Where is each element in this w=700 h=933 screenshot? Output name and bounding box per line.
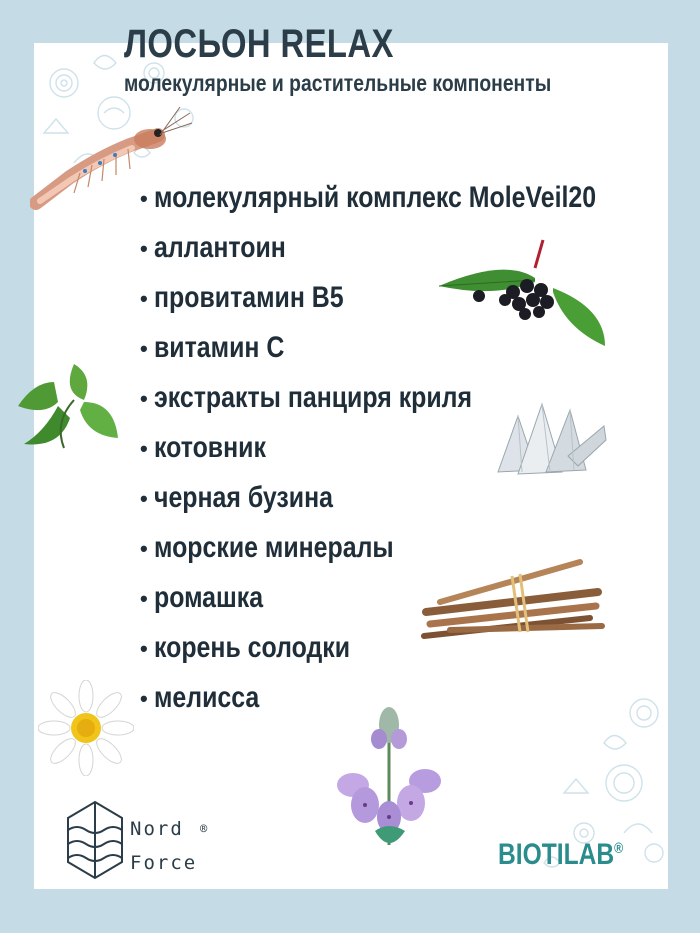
ingredient-label: корень солодки: [154, 631, 351, 664]
nordforce-registered: ®: [200, 822, 208, 836]
ingredient-label: морские минералы: [154, 531, 394, 564]
bullet-icon: •: [140, 636, 148, 662]
bullet-icon: •: [140, 436, 148, 462]
biotilab-registered: ®: [614, 840, 624, 857]
elderberry-image: [435, 238, 610, 348]
product-title: ЛОСЬОН RELAX: [124, 22, 394, 66]
nordforce-logo-icon: [64, 800, 126, 880]
biotilab-text: BIOTILAB: [498, 838, 615, 871]
ingredient-label: черная бузина: [154, 481, 333, 514]
chamomile-image: [38, 680, 134, 776]
bullet-icon: •: [140, 486, 148, 512]
ingredient-label: экстракты панциря криля: [154, 381, 473, 414]
ingredient-label: мелисса: [154, 681, 260, 714]
list-item: [140, 176, 687, 226]
krill-image: [30, 105, 195, 210]
list-item: [140, 476, 687, 526]
nordforce-line1: Nord: [130, 818, 184, 840]
nordforce-line2: Force: [130, 852, 198, 874]
licorice-root-image: [420, 552, 605, 642]
product-subtitle: молекулярные и растительные компоненты: [124, 70, 552, 96]
ingredient-label: ромашка: [154, 581, 264, 614]
ingredient-label: молекулярный комплекс MoleVeil20: [154, 181, 597, 214]
quartz-crystal-image: [488, 396, 610, 476]
bullet-icon: •: [140, 286, 148, 312]
ingredient-label: провитамин B5: [154, 281, 344, 314]
ingredient-label: котовник: [154, 431, 266, 464]
ingredient-label: аллантоин: [154, 231, 286, 264]
bullet-icon: •: [140, 186, 148, 212]
catnip-flower-image: [325, 705, 455, 855]
bullet-icon: •: [140, 586, 148, 612]
bullet-icon: •: [140, 336, 148, 362]
bullet-icon: •: [140, 536, 148, 562]
bullet-icon: •: [140, 386, 148, 412]
bullet-icon: •: [140, 686, 148, 712]
ingredient-label: витамин С: [154, 331, 285, 364]
bullet-icon: •: [140, 236, 148, 262]
mint-image: [14, 362, 122, 450]
biotilab-logo: [498, 838, 623, 872]
